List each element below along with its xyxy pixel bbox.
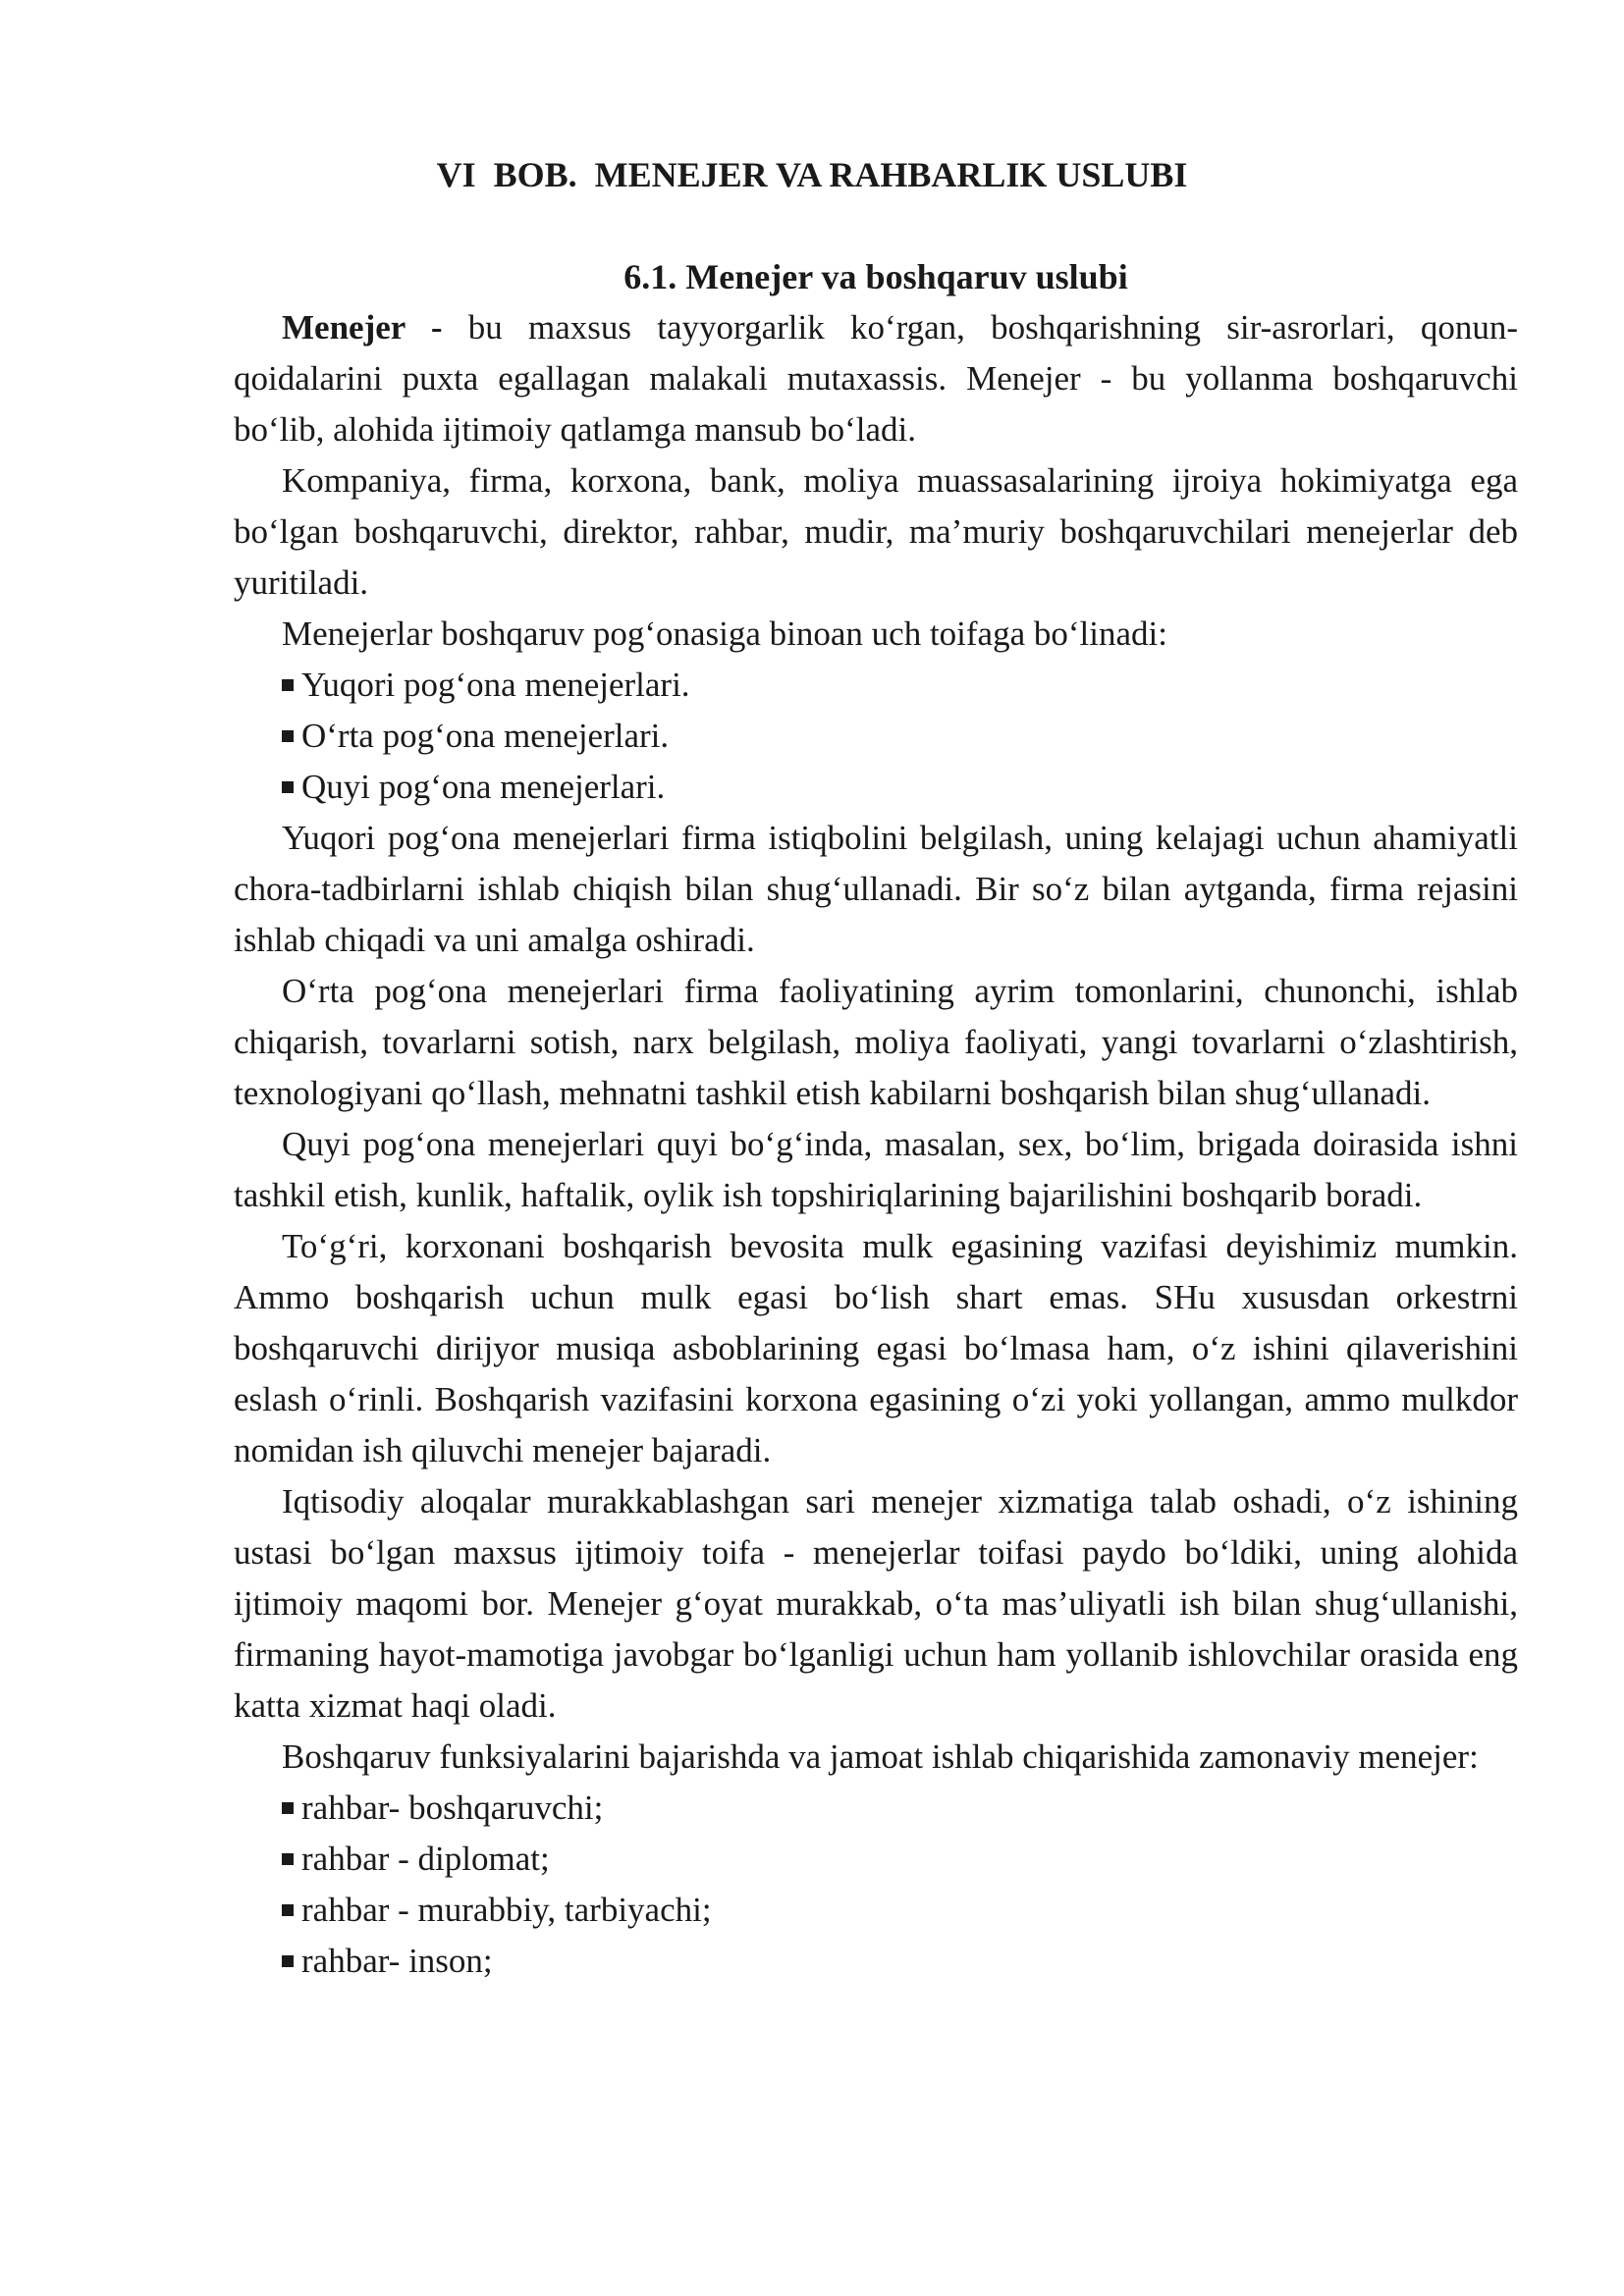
paragraph-top-managers: Yuqori pog‘ona menejerlari firma istiqbolini belgilash, uning kelajagi uchun ahamiyatli chora-tadbirlarni ishlab chiqish bilan shug‘ullanadi. Bir so‘z bilan aytganda, firma rejasini ishlab chiqadi va uni amalga oshiradi. <box>234 819 1518 959</box>
list-item-role <box>282 1885 1518 1936</box>
list-item-text: Yuqori pog‘ona menejerlari. <box>301 666 690 704</box>
list-item-text: rahbar- boshqaruvchi; <box>301 1789 604 1827</box>
paragraph-roles-intro: Boshqaruv funksiyalarini bajarishda va jamoat ishlab chiqarishida zamonaviy menejer: <box>282 1737 1479 1776</box>
paragraph-economic: Iqtisodiy aloqalar murakkablashgan sari menejer xizmatiga talab oshadi, o‘z ishining ustasi bo‘lgan maxsus ijtimoiy toifa - menejerlar toifasi paydo bo‘ldiki, uning alohida ijtimoiy maqomi bor. Menejer g‘oyat murakkab, o‘ta mas’uliyatli ish bilan shug‘ullanishi, firmaning hayot-mamotiga javobgar bo‘lganligi uchun ham yollanib ishlovchilar orasida eng katta xizmat haqi oladi. <box>234 1482 1518 1725</box>
list-item-level <box>282 762 1518 813</box>
paragraph-companies: Kompaniya, firma, korxona, bank, moliya muassasalarining ijroiya hokimiyatga ega bo‘lgan boshqaruvchi, direktor, rahbar, mudir, ma’muriy boshqaruvchilari menejerlar deb yuritiladi. <box>234 461 1518 602</box>
bullet-square-icon <box>282 679 294 691</box>
chapter-title: VI BOB. MENEJER VA RAHBARLIK USLUBI <box>436 155 1188 194</box>
list-item-text: Quyi pog‘ona menejerlari. <box>301 768 666 806</box>
list-item-role <box>282 1936 1518 1987</box>
list-item-text: rahbar - diplomat; <box>301 1840 550 1878</box>
bullet-square-icon <box>282 1955 294 1967</box>
paragraph-levels-intro: Menejerlar boshqaruv pog‘onasiga binoan uch toifaga bo‘linadi: <box>282 614 1167 653</box>
list-item-level <box>282 660 1518 711</box>
definition-term: Menejer - <box>282 308 443 347</box>
paragraph-lower-managers: Quyi pog‘ona menejerlari quyi bo‘g‘inda, masalan, sex, bo‘lim, brigada doirasida ishni tashkil etish, kunlik, haftalik, oylik ish topshiriqlarining bajarilishini boshqarib boradi. <box>234 1125 1518 1214</box>
bullet-square-icon <box>282 1802 294 1814</box>
bullet-square-icon <box>282 781 294 793</box>
definition-text: bu maxsus tayyorgarlik ko‘rgan, boshqarishning sir-asrorlari, qonun-qoidalarini puxta egallagan malakali mutaxassis. Menejer - bu yollanma boshqaruvchi bo‘lib, alohida ijtimoiy qatlamga mansub bo‘ladi. <box>234 308 1518 449</box>
list-item-level <box>282 711 1518 762</box>
list-item-text: rahbar - murabbiy, tarbiyachi; <box>301 1891 712 1929</box>
section-title: 6.1. Menejer va boshqaruv uslubi <box>623 257 1128 296</box>
paragraph-owner: To‘g‘ri, korxonani boshqarish bevosita mulk egasining vazifasi deyishimiz mumkin. Ammo boshqarish uchun mulk egasi bo‘lish shart emas. SHu xususdan orkestrni boshqaruvchi dirijyor musiqa asboblarining egasi bo‘lmasa ham, o‘z ishini qilaverishini eslash o‘rinli. Boshqarish vazifasini korxona egasining o‘zi yoki yollangan, ammo mulkdor nomidan ish qiluvchi menejer bajaradi. <box>234 1227 1518 1469</box>
paragraph-middle-managers: O‘rta pog‘ona menejerlari firma faoliyatining ayrim tomonlarini, chunonchi, ishlab chiqarish, tovarlarni sotish, narx belgilash, moliya faoliyati, yangi tovarlarni o‘zlashtirish, texnologiyani qo‘llash, mehnatni tashkil etish kabilarni boshqarish bilan shug‘ullanadi. <box>234 972 1518 1112</box>
list-item-text: rahbar- inson; <box>301 1942 493 1980</box>
list-item-text: O‘rta pog‘ona menejerlari. <box>301 717 670 755</box>
bullet-square-icon <box>282 1853 294 1865</box>
bullet-square-icon <box>282 730 294 742</box>
list-item-role <box>282 1783 1518 1834</box>
list-item-role <box>282 1834 1518 1885</box>
definition-paragraph <box>234 302 1518 455</box>
document-body <box>234 251 1518 1987</box>
bullet-square-icon <box>282 1904 294 1916</box>
